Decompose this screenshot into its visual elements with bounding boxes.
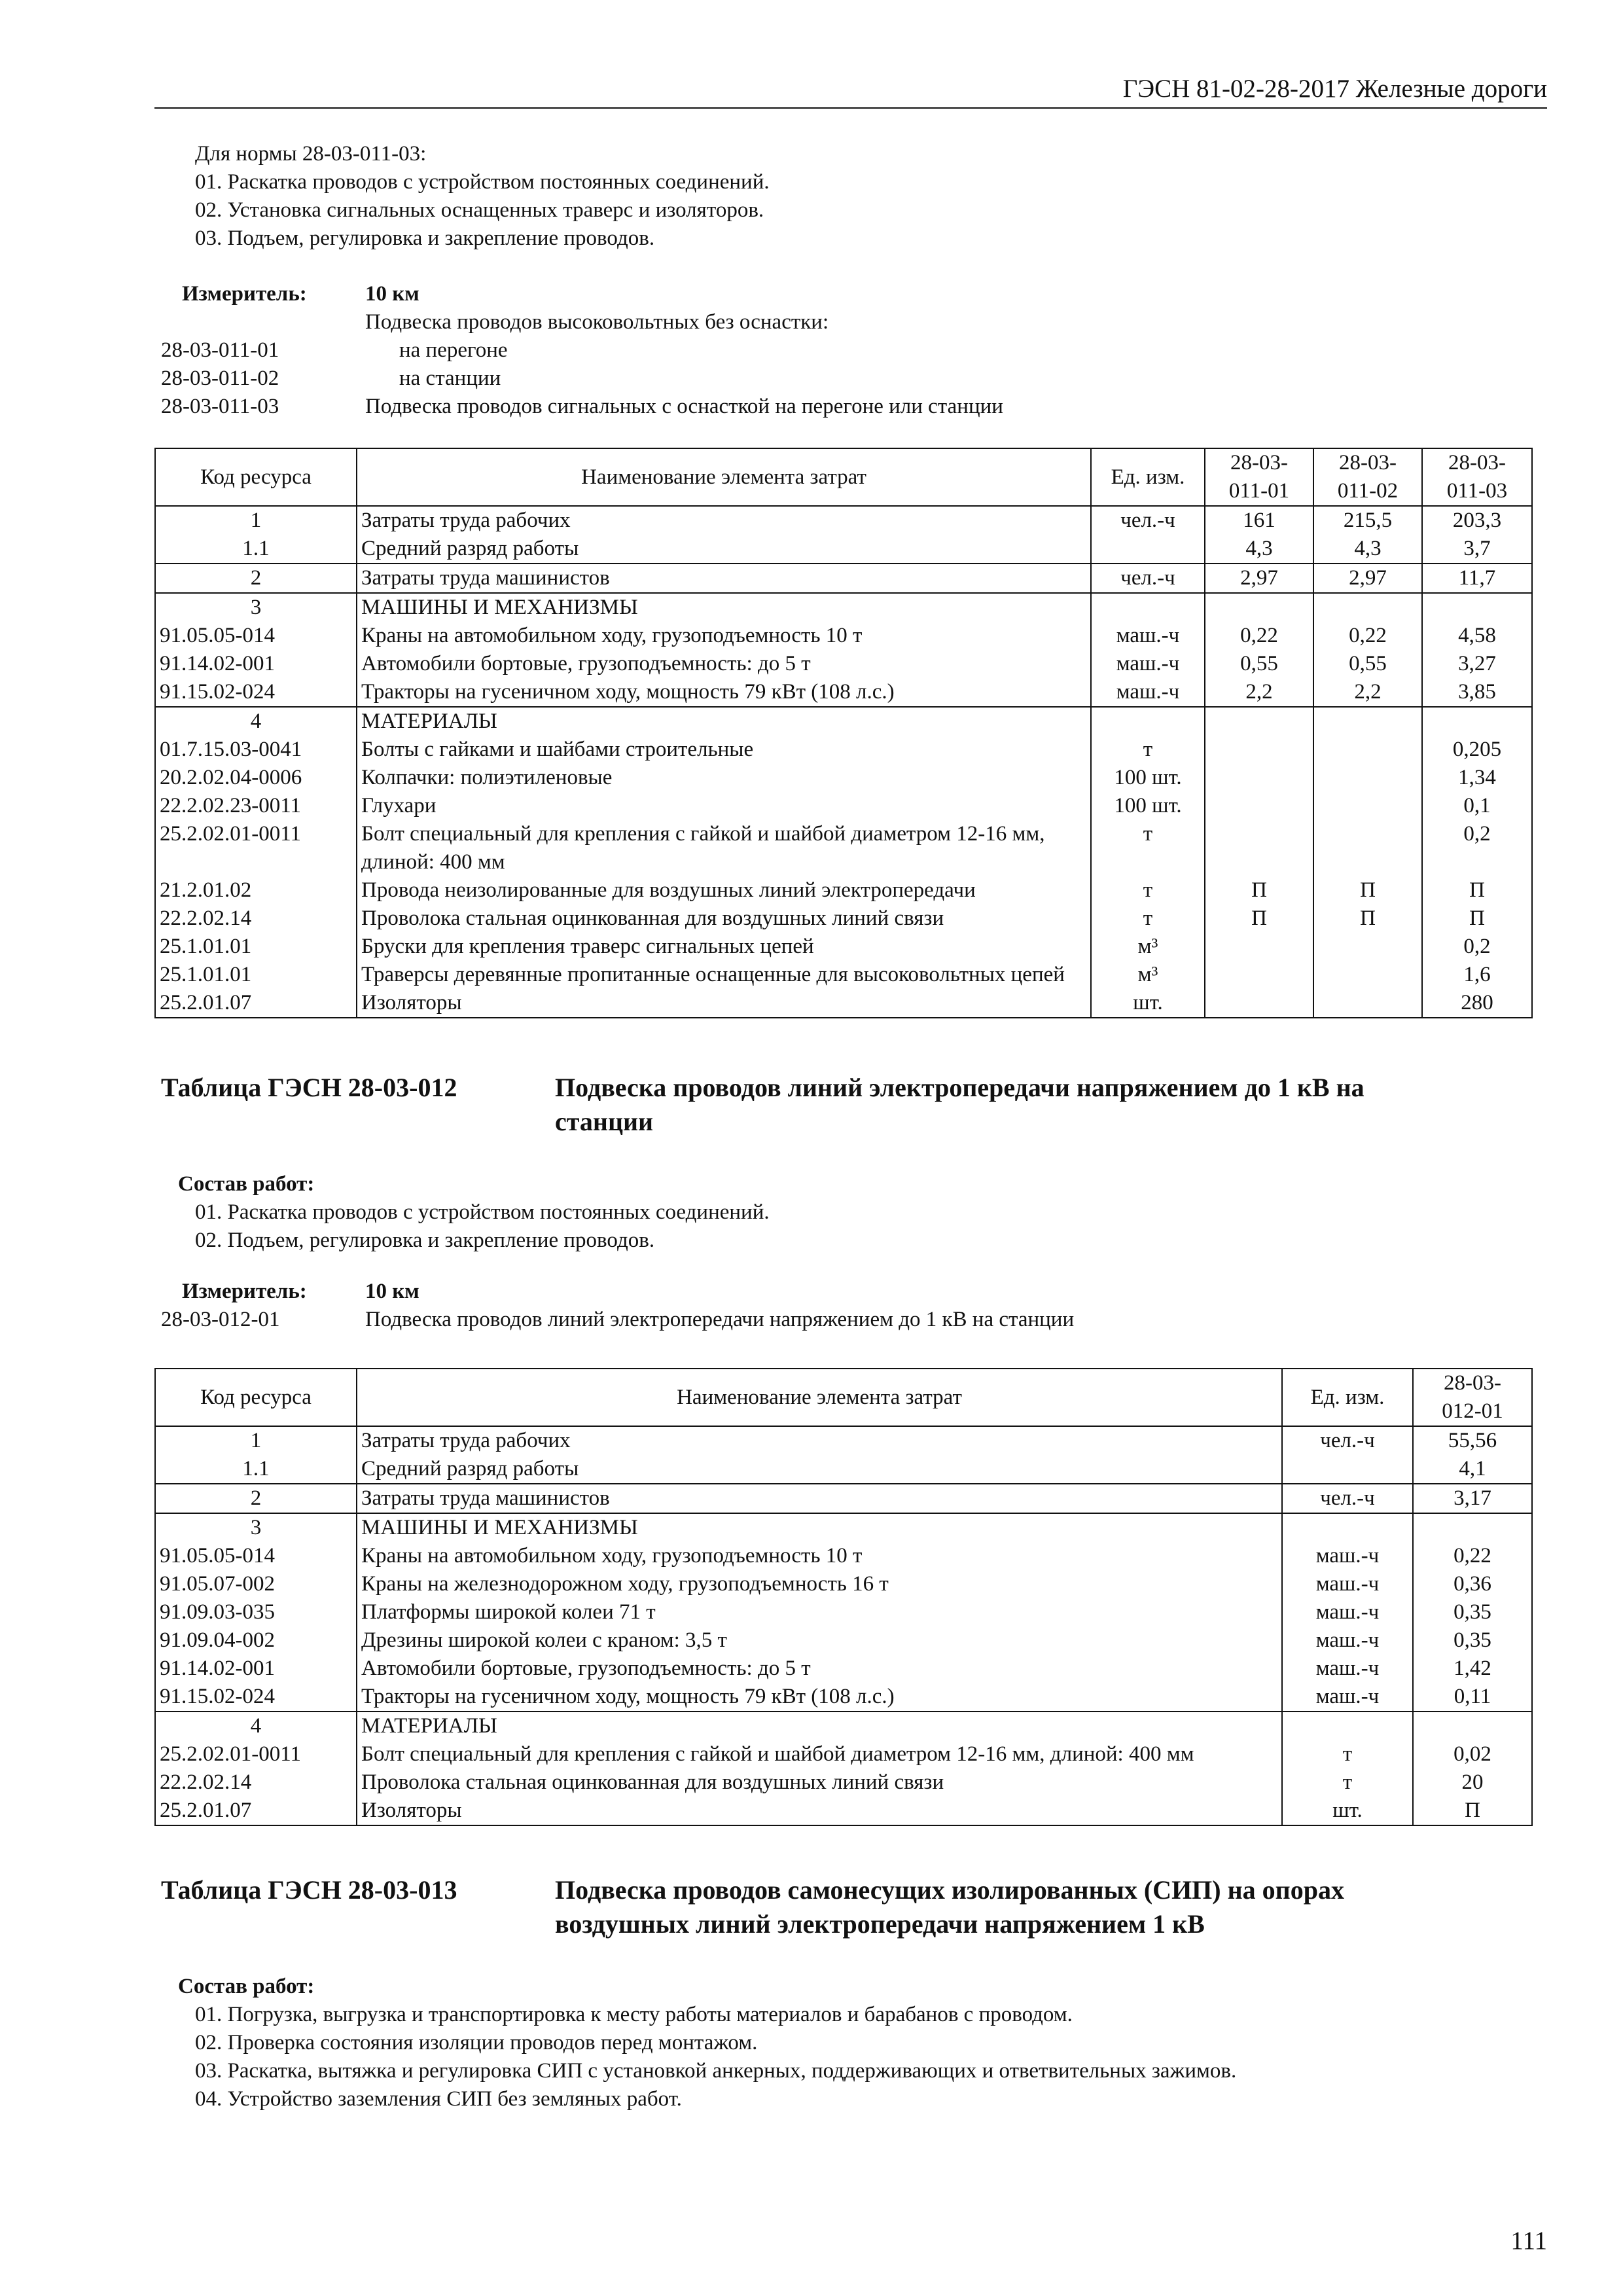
section-heading: МАТЕРИАЛЫ [357, 1712, 1282, 1740]
section-heading: МАТЕРИАЛЫ [357, 707, 1091, 736]
resource-value [1313, 989, 1422, 1018]
resource-value: 0,205 [1422, 736, 1532, 764]
resource-value: 0,35 [1413, 1598, 1532, 1626]
table-row [155, 764, 1532, 792]
table-row [155, 736, 1532, 764]
resource-value: П [1205, 905, 1313, 933]
resource-value: 3,27 [1422, 650, 1532, 678]
resource-code: 91.05.05-014 [155, 1542, 357, 1570]
resource-code: 4 [155, 1712, 357, 1740]
norm-description: Подвеска проводов сигнальных с оснасткой на перегоне или станции [365, 395, 1003, 418]
table-row [155, 1484, 1532, 1513]
table-row [155, 1570, 1532, 1598]
resource-name: Автомобили бортовые, грузоподъемность: до 5 т [357, 1655, 1282, 1683]
table-row [155, 820, 1532, 876]
resource-value: П [1205, 876, 1313, 905]
resource-value [1313, 707, 1422, 736]
resource-code: 25.2.01.07 [155, 1797, 357, 1825]
col-header-norm-1: 28-03- 011-01 [1205, 448, 1313, 506]
resource-code: 25.2.02.01-0011 [155, 1740, 357, 1768]
resource-value: 20 [1413, 1768, 1532, 1797]
table-row [155, 792, 1532, 820]
resource-code: 91.14.02-001 [155, 650, 357, 678]
resource-name: Затраты труда машинистов [357, 1484, 1282, 1513]
norm-description: на перегоне [399, 338, 508, 362]
norm-description: на станции [399, 367, 501, 390]
resource-code: 01.7.15.03-0041 [155, 736, 357, 764]
resource-unit: маш.-ч [1091, 650, 1205, 678]
table-row [155, 1513, 1532, 1542]
table-row [155, 933, 1532, 961]
table-title-28-03-012: Подвеска проводов линий электропередачи напряжением до 1 кВ на станции [555, 1073, 1364, 1136]
resource-value: 3,7 [1422, 535, 1532, 564]
resource-value: 161 [1205, 506, 1313, 535]
col-header-unit: Ед. изм. [1091, 448, 1205, 506]
norm-code: 28-03-012-01 [161, 1308, 280, 1331]
works-item: 02. Подъем, регулировка и закрепление проводов. [195, 1229, 655, 1252]
table-row [155, 707, 1532, 736]
norm-code: 28-03-011-03 [161, 395, 279, 418]
running-header: ГЭСН 81-02-28-2017 Железные дороги [1122, 75, 1547, 103]
resource-code: 22.2.02.23-0011 [155, 792, 357, 820]
table-row [155, 1542, 1532, 1570]
resource-unit: т [1091, 820, 1205, 876]
measure-unit: 10 км [365, 1280, 419, 1303]
resource-code: 3 [155, 593, 357, 622]
resource-value: 2,2 [1313, 678, 1422, 707]
table-row [155, 564, 1532, 593]
resource-name: Краны на автомобильном ходу, грузоподъемность 10 т [357, 1542, 1282, 1570]
resource-unit: маш.-ч [1282, 1683, 1413, 1712]
resource-code: 25.1.01.01 [155, 961, 357, 989]
resource-value: 1,42 [1413, 1655, 1532, 1683]
resource-value: 55,56 [1413, 1426, 1532, 1455]
table-row [155, 1655, 1532, 1683]
resource-value: 3,17 [1413, 1484, 1532, 1513]
resource-unit: шт. [1282, 1797, 1413, 1825]
measure-label: Измеритель: [182, 282, 307, 306]
resource-unit: т [1091, 736, 1205, 764]
resource-unit [1091, 707, 1205, 736]
resource-name: Средний разряд работы [357, 1455, 1282, 1484]
resource-value: 4,3 [1205, 535, 1313, 564]
norm-intro [195, 140, 770, 253]
resource-value: 2,2 [1205, 678, 1313, 707]
table-row [155, 905, 1532, 933]
resource-table-2 [154, 1368, 1533, 1826]
col-header-unit: Ед. изм. [1282, 1369, 1413, 1426]
table-row [155, 1683, 1532, 1712]
resource-code: 20.2.02.04-0006 [155, 764, 357, 792]
resource-value [1205, 933, 1313, 961]
resource-code: 3 [155, 1513, 357, 1542]
resource-name: Изоляторы [357, 989, 1091, 1018]
resource-value [1313, 764, 1422, 792]
table-row [155, 593, 1532, 622]
resource-value: 1,6 [1422, 961, 1532, 989]
resource-name: Проволока стальная оцинкованная для воздушных линий связи [357, 1768, 1282, 1797]
measure-label: Измеритель: [182, 1280, 307, 1303]
resource-value: 0,11 [1413, 1683, 1532, 1712]
table-title-28-03-013: Подвеска проводов самонесущих изолированных (СИП) на опорах воздушных линий электропередачи напряжением 1 кВ [555, 1875, 1344, 1939]
resource-value: 280 [1422, 989, 1532, 1018]
resource-value: 0,35 [1413, 1626, 1532, 1655]
works-item: 01. Раскатка проводов с устройством постоянных соединений. [195, 1200, 770, 1224]
resource-value: 0,1 [1422, 792, 1532, 820]
resource-unit [1282, 1712, 1413, 1740]
resource-unit: чел.-ч [1091, 506, 1205, 535]
resource-code: 25.1.01.01 [155, 933, 357, 961]
resource-name: Провода неизолированные для воздушных линий электропередачи [357, 876, 1091, 905]
table-id-28-03-013: Таблица ГЭСН 28-03-013 [161, 1875, 457, 1905]
resource-code: 21.2.01.02 [155, 876, 357, 905]
resource-code: 1 [155, 1426, 357, 1455]
table-row [155, 1426, 1532, 1455]
resource-unit: 100 шт. [1091, 764, 1205, 792]
resource-unit [1091, 535, 1205, 564]
resource-unit: маш.-ч [1282, 1570, 1413, 1598]
resource-value [1313, 820, 1422, 876]
resource-value [1205, 989, 1313, 1018]
resource-code: 22.2.02.14 [155, 1768, 357, 1797]
resource-value: 11,7 [1422, 564, 1532, 593]
resource-value: 215,5 [1313, 506, 1422, 535]
measure-unit: 10 км [365, 282, 419, 306]
resource-value [1313, 593, 1422, 622]
norm-intro-item: 01. Раскатка проводов с устройством постоянных соединений. [195, 170, 770, 194]
resource-unit: чел.-ч [1091, 564, 1205, 593]
resource-value: 4,1 [1413, 1455, 1532, 1484]
norm-code: 28-03-011-01 [161, 338, 279, 362]
resource-unit: чел.-ч [1282, 1484, 1413, 1513]
resource-value [1313, 792, 1422, 820]
section-heading: МАШИНЫ И МЕХАНИЗМЫ [357, 1513, 1282, 1542]
resource-unit [1091, 593, 1205, 622]
resource-unit: маш.-ч [1282, 1655, 1413, 1683]
resource-code: 25.2.02.01-0011 [155, 820, 357, 876]
resource-name: Краны на железнодорожном ходу, грузоподъемность 16 т [357, 1570, 1282, 1598]
resource-value [1205, 707, 1313, 736]
resource-value: 3,85 [1422, 678, 1532, 707]
resource-value: 0,22 [1205, 622, 1313, 650]
resource-value [1313, 736, 1422, 764]
resource-code: 91.14.02-001 [155, 1655, 357, 1683]
works-item: 03. Раскатка, вытяжка и регулировка СИП с установкой анкерных, поддерживающих и ответвительных зажимов. [195, 2059, 1237, 2083]
resource-unit [1282, 1455, 1413, 1484]
norm-intro-item: 02. Установка сигнальных оснащенных траверс и изоляторов. [195, 198, 764, 222]
resource-value: 0,02 [1413, 1740, 1532, 1768]
resource-unit: 100 шт. [1091, 792, 1205, 820]
resource-unit: маш.-ч [1282, 1598, 1413, 1626]
resource-value [1205, 764, 1313, 792]
resource-value [1205, 961, 1313, 989]
resource-code: 2 [155, 564, 357, 593]
works-label: Состав работ: [178, 1975, 315, 1998]
table-row [155, 650, 1532, 678]
resource-value: 2,97 [1313, 564, 1422, 593]
resource-code: 91.15.02-024 [155, 678, 357, 707]
resource-name: Автомобили бортовые, грузоподъемность: до 5 т [357, 650, 1091, 678]
header-rule [154, 107, 1547, 109]
table-row [155, 876, 1532, 905]
resource-code: 25.2.01.07 [155, 989, 357, 1018]
resource-name: Проволока стальная оцинкованная для воздушных линий связи [357, 905, 1091, 933]
norm-intro-item: 03. Подъем, регулировка и закрепление проводов. [195, 226, 655, 250]
resource-unit: т [1282, 1768, 1413, 1797]
resource-value: 0,2 [1422, 820, 1532, 876]
resource-name: Болт специальный для крепления с гайкой и шайбой диаметром 12-16 мм, длиной: 400 мм [357, 820, 1091, 876]
measure-group-title: Подвеска проводов высоковольтных без оснастки: [365, 310, 829, 334]
resource-name: Бруски для крепления траверс сигнальных цепей [357, 933, 1091, 961]
norm-intro-heading: Для нормы 28-03-011-03: [195, 142, 427, 166]
table-row [155, 1712, 1532, 1740]
resource-code: 2 [155, 1484, 357, 1513]
resource-name: Платформы широкой колеи 71 т [357, 1598, 1282, 1626]
measurement-block-1 [161, 280, 1003, 421]
resource-value [1205, 820, 1313, 876]
col-header-norm-3: 28-03- 011-03 [1422, 448, 1532, 506]
col-header-name: Наименование элемента затрат [357, 1369, 1282, 1426]
resource-unit [1282, 1513, 1413, 1542]
measurement-block-2 [161, 1278, 1074, 1334]
resource-code: 91.05.07-002 [155, 1570, 357, 1598]
col-header-norm-2: 28-03- 011-02 [1313, 448, 1422, 506]
col-header-code: Код ресурса [155, 448, 357, 506]
resource-code: 1.1 [155, 535, 357, 564]
resource-unit: м³ [1091, 933, 1205, 961]
resource-value [1205, 593, 1313, 622]
resource-code: 1.1 [155, 1455, 357, 1484]
resource-code: 91.15.02-024 [155, 1683, 357, 1712]
resource-name: Средний разряд работы [357, 535, 1091, 564]
table-row [155, 506, 1532, 535]
resource-name: Тракторы на гусеничном ходу, мощность 79 кВт (108 л.с.) [357, 1683, 1282, 1712]
resource-name: Изоляторы [357, 1797, 1282, 1825]
resource-code: 22.2.02.14 [155, 905, 357, 933]
resource-value [1313, 933, 1422, 961]
resource-name: Тракторы на гусеничном ходу, мощность 79 кВт (108 л.с.) [357, 678, 1091, 707]
resource-value: 0,2 [1422, 933, 1532, 961]
works-item: 01. Погрузка, выгрузка и транспортировка к месту работы материалов и барабанов с проводом. [195, 2003, 1073, 2026]
resource-name: Затраты труда машинистов [357, 564, 1091, 593]
table-row [155, 1455, 1532, 1484]
table-row [155, 989, 1532, 1018]
resource-value: 0,55 [1313, 650, 1422, 678]
resource-name: Затраты труда рабочих [357, 506, 1091, 535]
resource-value: 0,55 [1205, 650, 1313, 678]
resource-value: 0,22 [1313, 622, 1422, 650]
table-row [155, 1598, 1532, 1626]
section-heading: МАШИНЫ И МЕХАНИЗМЫ [357, 593, 1091, 622]
resource-name: Болт специальный для крепления с гайкой и шайбой диаметром 12-16 мм, длиной: 400 мм [357, 1740, 1282, 1768]
resource-name: Краны на автомобильном ходу, грузоподъемность 10 т [357, 622, 1091, 650]
table-id-28-03-012: Таблица ГЭСН 28-03-012 [161, 1073, 457, 1102]
resource-unit: маш.-ч [1091, 622, 1205, 650]
resource-unit: шт. [1091, 989, 1205, 1018]
resource-value [1313, 961, 1422, 989]
works-item: 04. Устройство заземления СИП без земляных работ. [195, 2087, 682, 2111]
resource-code: 4 [155, 707, 357, 736]
resource-name: Глухари [357, 792, 1091, 820]
resource-value [1205, 792, 1313, 820]
table-row [155, 1626, 1532, 1655]
resource-value: 0,36 [1413, 1570, 1532, 1598]
resource-value: 203,3 [1422, 506, 1532, 535]
resource-value: П [1413, 1797, 1532, 1825]
resource-unit: т [1282, 1740, 1413, 1768]
resource-table-1 [154, 448, 1533, 1018]
resource-value: П [1422, 905, 1532, 933]
resource-unit: м³ [1091, 961, 1205, 989]
table-row [155, 1797, 1532, 1825]
resource-value: 4,58 [1422, 622, 1532, 650]
resource-value [1205, 736, 1313, 764]
resource-unit: маш.-ч [1282, 1626, 1413, 1655]
col-header-name: Наименование элемента затрат [357, 448, 1091, 506]
table-row [155, 622, 1532, 650]
resource-value [1413, 1712, 1532, 1740]
resource-code: 91.09.03-035 [155, 1598, 357, 1626]
resource-name: Болты с гайками и шайбами строительные [357, 736, 1091, 764]
resource-name: Траверсы деревянные пропитанные оснащенные для высоковольтных цепей [357, 961, 1091, 989]
resource-value: 1,34 [1422, 764, 1532, 792]
works-label: Состав работ: [178, 1172, 315, 1196]
resource-unit: маш.-ч [1282, 1542, 1413, 1570]
works-block-3 [178, 1973, 1236, 2113]
table-row [155, 961, 1532, 989]
resource-name: Колпачки: полиэтиленовые [357, 764, 1091, 792]
table-row [155, 535, 1532, 564]
resource-code: 91.09.04-002 [155, 1626, 357, 1655]
works-item: 02. Проверка состояния изоляции проводов перед монтажом. [195, 2031, 758, 2054]
resource-value: 2,97 [1205, 564, 1313, 593]
col-header-code: Код ресурса [155, 1369, 357, 1426]
resource-name: Дрезины широкой колеи с краном: 3,5 т [357, 1626, 1282, 1655]
works-block-2 [178, 1170, 770, 1255]
resource-value [1413, 1513, 1532, 1542]
resource-code: 1 [155, 506, 357, 535]
resource-value: 0,22 [1413, 1542, 1532, 1570]
table-row [155, 1768, 1532, 1797]
resource-code: 91.05.05-014 [155, 622, 357, 650]
resource-value [1422, 707, 1532, 736]
norm-code: 28-03-011-02 [161, 367, 279, 390]
resource-value: П [1422, 876, 1532, 905]
col-header-norm-1: 28-03- 012-01 [1413, 1369, 1532, 1426]
resource-value: П [1313, 905, 1422, 933]
resource-value [1422, 593, 1532, 622]
resource-value: П [1313, 876, 1422, 905]
resource-unit: чел.-ч [1282, 1426, 1413, 1455]
resource-value: 4,3 [1313, 535, 1422, 564]
resource-unit: т [1091, 876, 1205, 905]
resource-unit: т [1091, 905, 1205, 933]
norm-description: Подвеска проводов линий электропередачи напряжением до 1 кВ на станции [365, 1308, 1075, 1331]
resource-name: Затраты труда рабочих [357, 1426, 1282, 1455]
table-row [155, 1740, 1532, 1768]
page-number: 111 [1510, 2227, 1547, 2255]
table-row [155, 678, 1532, 707]
resource-unit: маш.-ч [1091, 678, 1205, 707]
